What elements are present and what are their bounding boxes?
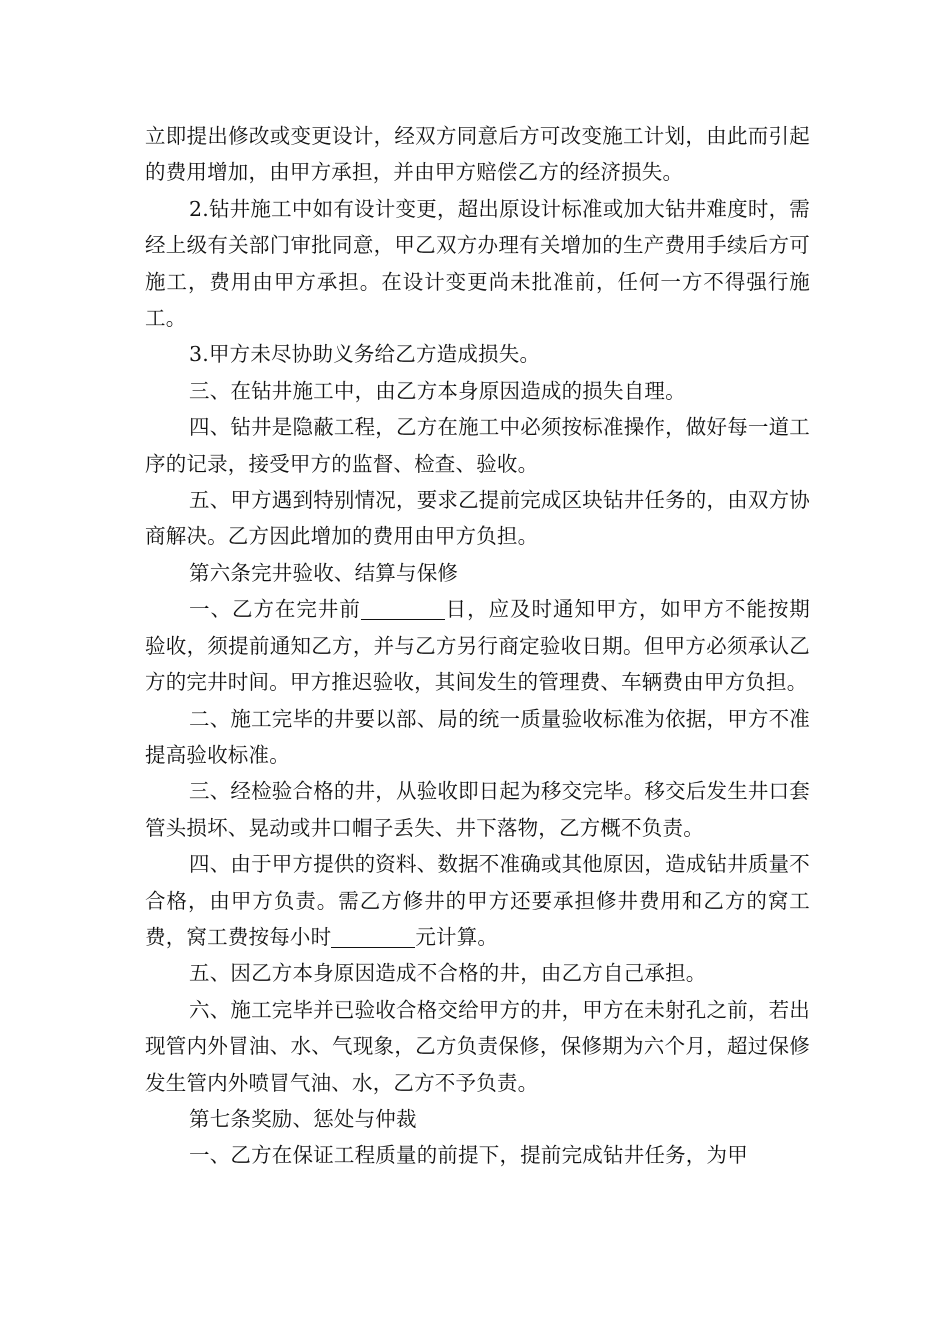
paragraph-clause-2-design-change: 2.钻井施工中如有设计变更，超出原设计标准或加大钻井难度时，需经上级有关部门审批同意，甲乙双方办理有关增加的生产费用手续后方可施工，费用由甲方承担。在设计变更尚未批准前，任何一方不得强行施工。	[145, 196, 810, 331]
paragraph-warranty: 六、施工完毕并已验收合格交给甲方的井，甲方在未射孔之前，若出现管内外冒油、水、气现象，乙方负责保修，保修期为六个月，超过保修发生管内外喷冒气油、水，乙方不予负责。	[145, 997, 810, 1095]
paragraph-text-before-blank: 一、乙方在完井前	[189, 597, 361, 622]
paragraph-clause-four-hidden-works: 四、钻井是隐蔽工程，乙方在施工中必须按标准操作，做好每一道工序的记录，接受甲方的监督、检查、验收。	[145, 415, 810, 476]
paragraph-acceptance-standard: 二、施工完毕的井要以部、局的统一质量验收标准为依据，甲方不准提高验收标准。	[145, 706, 810, 767]
document-page	[145, 118, 810, 1174]
paragraph-clause-3-assist-duty: 3.甲方未尽协助义务给乙方造成损失。	[189, 342, 541, 367]
paragraph-text-after-blank: 日，应及时通知甲方，如甲方不能按期验收，须提前通知乙方，并与乙方另行商定验收日期。但甲方必须承认乙方的完井时间。甲方推迟验收，其间发生的管理费、车辆费由甲方负担。	[145, 597, 810, 695]
paragraph-handover: 三、经检验合格的井，从验收即日起为移交完毕。移交后发生井口套管头损坏、晃动或井口帽子丢失、井下落物，乙方概不负责。	[145, 779, 810, 840]
paragraph-own-fault-wells: 五、因乙方本身原因造成不合格的井，由乙方自己承担。	[189, 961, 707, 986]
paragraph-acceptance-notice	[145, 591, 810, 700]
section-heading-article-six: 第六条完井验收、结算与保修	[189, 560, 459, 585]
fill-in-blank-hourly-rate	[331, 927, 415, 948]
paragraph-design-change-cost: 立即提出修改或变更设计，经双方同意后方可改变施工计划，由此而引起的费用增加，由甲方承担，并由甲方赔偿乙方的经济损失。	[145, 124, 810, 185]
fill-in-blank-days	[361, 599, 445, 620]
section-heading-article-seven: 第七条奖励、惩处与仲裁	[189, 1106, 417, 1131]
paragraph-quality-liability	[145, 846, 810, 955]
paragraph-clause-five-special: 五、甲方遇到特别情况，要求乙提前完成区块钻井任务的，由双方协商解决。乙方因此增加的费用由甲方负担。	[145, 488, 810, 549]
paragraph-text-after-blank: 元计算。	[415, 924, 499, 949]
paragraph-reward-early-completion: 一、乙方在保证工程质量的前提下，提前完成钻井任务，为甲	[189, 1143, 748, 1168]
paragraph-text-before-blank: 四、由于甲方提供的资料、数据不准确或其他原因，造成钻井质量不合格，由甲方负责。需乙方修井的甲方还要承担修井费用和乙方的窝工费，窝工费按每小时	[145, 852, 810, 949]
paragraph-clause-three-own-loss: 三、在钻井施工中，由乙方本身原因造成的损失自理。	[189, 378, 686, 403]
